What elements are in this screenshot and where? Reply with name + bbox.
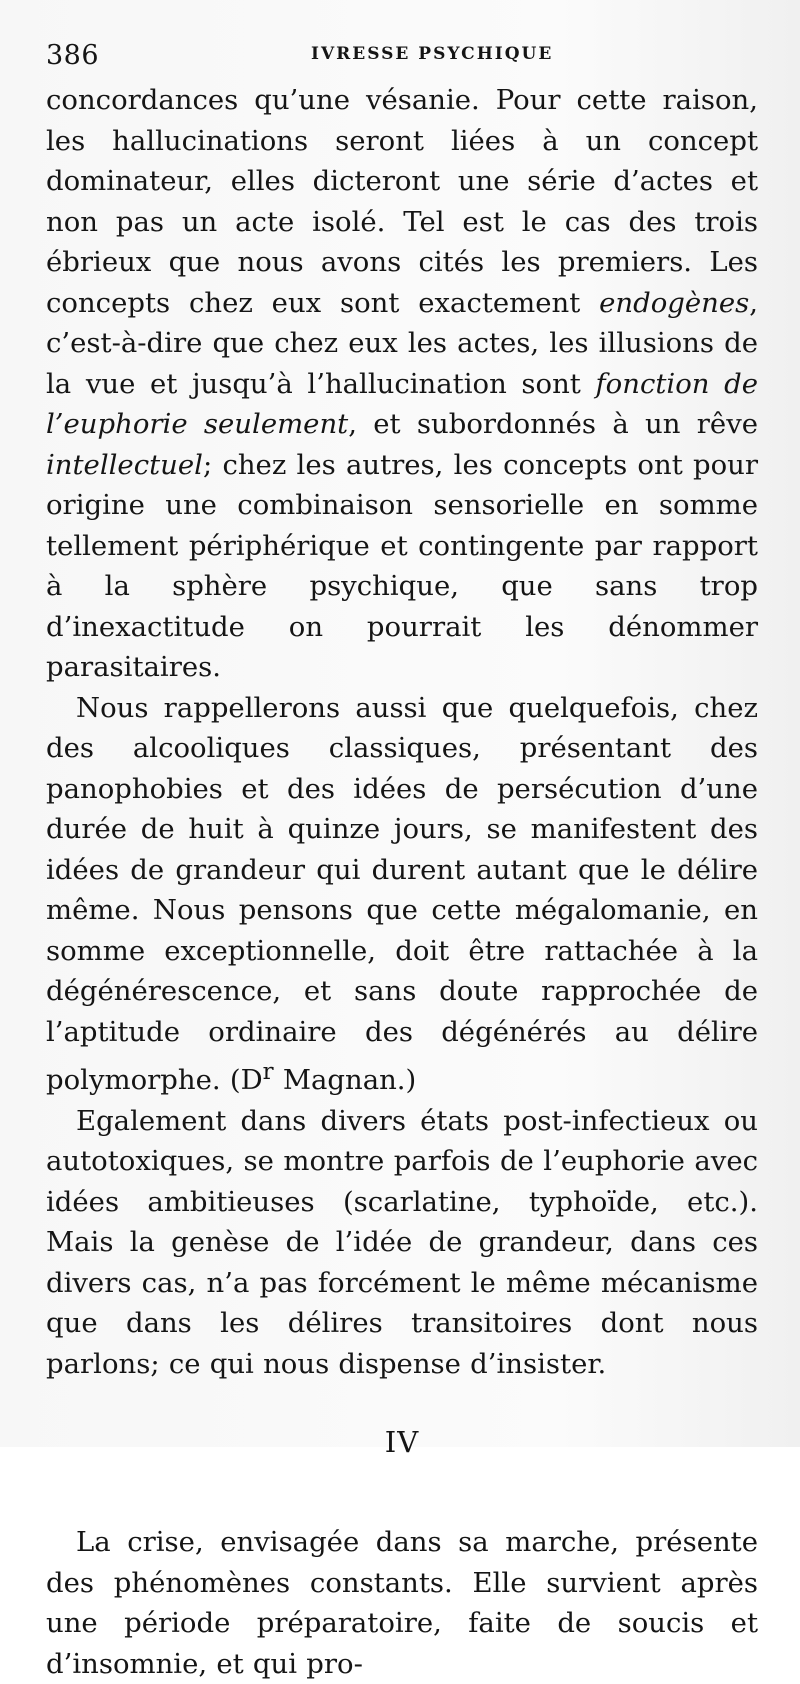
- paragraph-1-italic-intellectuel: intellectuel: [46, 448, 203, 481]
- paragraph-1-text-g: ; chez les autres, les concepts ont pour origine une combinaison sensorielle en somme tellement périphérique et contingente par rapport à la sphère psychique, que sans trop d’inexactitude on pourrait les dénommer parasitaires.: [46, 448, 758, 683]
- paragraph-4: La crise, envisagée dans sa marche, présente des phénomènes constants. Elle survient après une période préparatoire, faite de soucis et d’insomnie, et qui pro-: [46, 1526, 758, 1680]
- paragraph-2: [46, 688, 758, 1101]
- paragraph-1-text-e: , et subordonnés à un rêve: [348, 408, 759, 440]
- paragraph-1-text-c: , c’est-à-dire que chez eux les actes, les illusions de la vue et jusqu’à l’hallucination sont: [46, 286, 758, 400]
- paragraph-1: [46, 80, 758, 688]
- page-number: 386: [46, 40, 100, 71]
- paragraph-2-text-b: Magnan.): [273, 1064, 417, 1097]
- paragraph-2-superscript: r: [262, 1059, 274, 1085]
- paragraph-3: Egalement dans divers états post-infectieux ou autotoxiques, se montre parfois de l’euphorie avec idées ambitieuses (scarlatine, typhoïde, etc.). Mais la genèse de l’idée de grandeur, dans ces divers cas, n’a pas forcément le même mécanisme que dans les délires transitoires dont nous parlons; ce qui nous dispense d’insister.: [46, 1104, 758, 1380]
- section-number: IV: [384, 1425, 420, 1460]
- running-head: [46, 40, 758, 80]
- paragraph-2-text-a: Nous rappellerons aussi que quelquefois, chez des alcooliques classiques, présentant des panophobies et des idées de persécution d’une durée de huit à quinze jours, se manifestent des idées de grandeur qui durent autant que le délire même. Nous pensons que cette mégalomanie, en somme exceptionnelle, doit être rattachée à la dégénérescence, et sans doute rapprochée de l’aptitude ordinaire des dégénérés au délire polymorphe. (D: [46, 691, 758, 1097]
- paragraph-1-text-a: concordances qu’une vésanie. Pour cette raison, les hallucinations seront liées à un concept dominateur, elles dicteront une série d’actes et non pas un acte isolé. Tel est le cas des trois ébrieux que nous avons cités les premiers. Les concepts chez eux sont exactement: [46, 84, 758, 319]
- paragraph-1-italic-endogenes: endogènes: [599, 286, 750, 319]
- running-title: IVRESSE PSYCHIQUE: [311, 44, 554, 64]
- paragraph-1-italic-fonction: fonction de l’euphorie seulement: [46, 367, 758, 440]
